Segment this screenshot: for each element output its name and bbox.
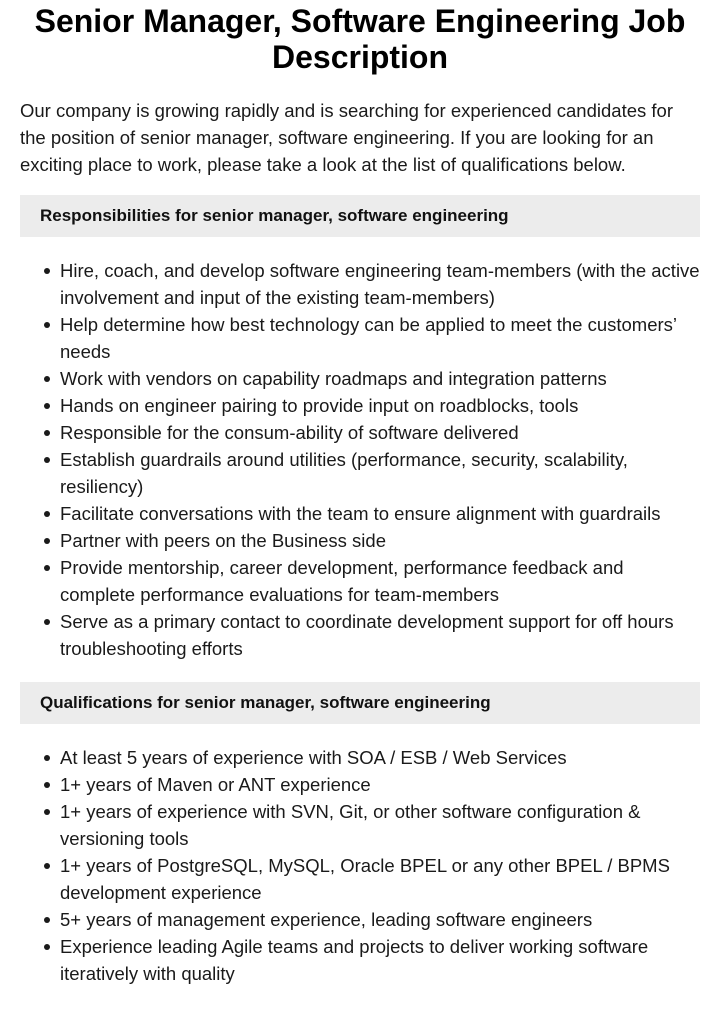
responsibilities-list	[20, 257, 700, 662]
intro-paragraph: Our company is growing rapidly and is searching for experienced candidates for the position of senior manager, software engineering. If you are looking for an exciting place to work, please take a look at the list of qualifications below.	[20, 100, 673, 175]
list-item: 1+ years of experience with SVN, Git, or other software configuration & versioning tools	[60, 798, 700, 852]
list-item: Responsible for the consum-ability of software delivered	[60, 419, 700, 446]
job-description-page	[0, 3, 720, 1013]
list-item: At least 5 years of experience with SOA / ESB / Web Services	[60, 744, 700, 771]
list-item: Partner with peers on the Business side	[60, 527, 700, 554]
list-item: Hands on engineer pairing to provide input on roadblocks, tools	[60, 392, 700, 419]
qualifications-list	[20, 744, 700, 987]
list-item: Serve as a primary contact to coordinate development support for off hours troubleshooting efforts	[60, 608, 700, 662]
list-item: Experience leading Agile teams and projects to deliver working software iteratively with quality	[60, 933, 700, 987]
qualifications-heading: Qualifications for senior manager, software engineering	[20, 682, 700, 724]
list-item: Establish guardrails around utilities (performance, security, scalability, resiliency)	[60, 446, 700, 500]
page-title: Senior Manager, Software Engineering Job Description	[34, 3, 686, 75]
list-item: Work with vendors on capability roadmaps and integration patterns	[60, 365, 700, 392]
list-item: Provide mentorship, career development, performance feedback and complete performance evaluations for team-members	[60, 554, 700, 608]
list-item: 1+ years of Maven or ANT experience	[60, 771, 700, 798]
list-item: 5+ years of management experience, leading software engineers	[60, 906, 700, 933]
list-item: Help determine how best technology can be applied to meet the customers’ needs	[60, 311, 700, 365]
list-item: 1+ years of PostgreSQL, MySQL, Oracle BPEL or any other BPEL / BPMS development experience	[60, 852, 700, 906]
list-item: Hire, coach, and develop software engineering team-members (with the active involvement and input of the existing team-members)	[60, 257, 700, 311]
responsibilities-heading: Responsibilities for senior manager, software engineering	[20, 195, 700, 237]
list-item: Facilitate conversations with the team to ensure alignment with guardrails	[60, 500, 700, 527]
